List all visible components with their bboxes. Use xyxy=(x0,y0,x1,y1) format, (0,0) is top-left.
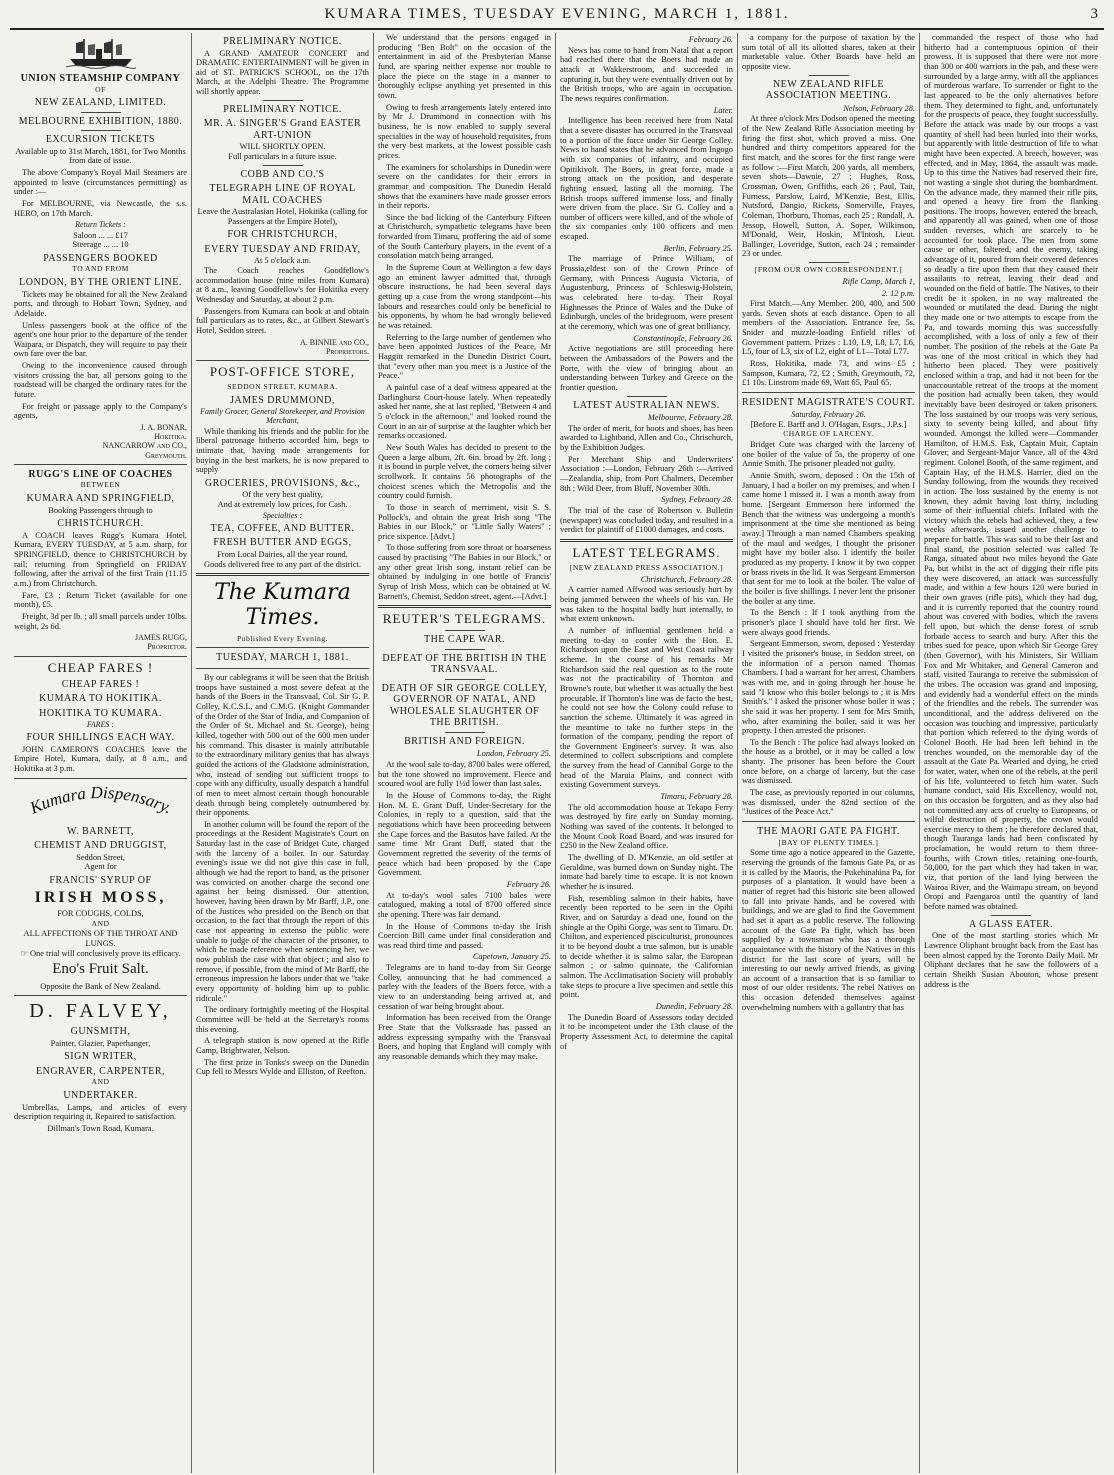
steerage-fare: Steerage ... ... 10 xyxy=(72,240,129,250)
own-correspondent: [FROM OUR OWN CORRESPONDENT.] xyxy=(754,265,903,275)
dillmans-road: Dillman's Town Road, Kumara. xyxy=(47,1123,154,1133)
rugg-proprietor: Proprietor. xyxy=(147,642,187,652)
divider xyxy=(809,75,849,76)
sign-writer: SIGN WRITER, xyxy=(64,1051,137,1063)
rifle-meeting: At three o'clock Mrs Dodson opened the meeting of the New Zealand Rifle Association meeting by firing the first shot, which proved a miss. One hundred and thirty competitors appeared for the first match, and the scores for the first range were as follow :—First Match, 200 yards, all members, seven shots—Dawnie, 27 ; Hughes, Ross, Crossman, Owen, Griffiths, each 26 ; Paul, Tait, Furness, Parslow, Laird, M'Kenzie, Best, Ellis, Nutsford, Dangio, Rickets, Somerville, Frayes, Coleman, Thorburn, Thomas, each 25 ; Randall, A. Jessop, Howell, Sutton, A. Soper, Wilkinson, M'Donald, Weir, Hoskin, M'Intosh, Lieut. Ballinger, Loveridge, Sutton, each 24 ; remainder 23 or under. xyxy=(742,114,915,259)
opposite-bank: Opposite the Bank of New Zealand. xyxy=(40,981,161,991)
wool-sale: At the wool sale to-day, 8700 bales were offered, but the tone showed no improvement. Fleece and scoured wool are fully 1½d lower than last sales. xyxy=(378,760,551,789)
divider xyxy=(263,165,303,166)
charge-larceny: CHARGE OF LARCENY. xyxy=(783,429,874,439)
rifle-association: NEW ZEALAND RIFLE ASSOCIATION MEETING. xyxy=(765,78,892,102)
negotiations: Active negotiations are still proceeding here between the Ambassadors of the Powers and the Porte, with the view of bringing about an understanding between Turkey and Greece on the frontier question. xyxy=(560,344,733,392)
gunsmith: GUNSMITH, xyxy=(70,1026,131,1038)
editorial-4: A telegraph station is now opened at the Rifle Camp, Brightwater, Nelson. xyxy=(196,1036,369,1055)
prince-william-marriage: The marriage of Prince William, of Prussia,eldest son of the Crown Prince of Germany, with Princess Augusta Victoria, of Augustenburg, Princess of Schleswig-Holstein, was celebrated here to-day. Their Royal Highnesses the Prince of Wales and the Duke of Edinburgh, uncles of the bridegroom, were present at the ceremony, which was one of great brilliancy. xyxy=(560,254,733,332)
nz-press-association: [NEW ZEALAND PRESS ASSOCIATION.] xyxy=(569,562,724,572)
saturday-date: Saturday, February 26. xyxy=(791,409,866,419)
nelson-date: Nelson, February 28. xyxy=(843,103,915,113)
unless-text: Unless passengers book at the office of the agent's one hour prior to the departure of the tender Waipara, or Dispatch, they will require to pay their own fare over the bar. xyxy=(14,320,187,359)
emmerson-deposition: Sergeant Emmerson, sworn, deposed : Yesterday I visited the prisoner's house, in Seddon street, on the information of a person named Thomas Chambers. I had a warrant for her arrest, Chambers was with me, and in going through her house he said "I know who this boiler belongs to ; it is Mrs Smith's." I asked the prisoner whose boiler it was ; she said it was her property. I sent for Mrs Smith, who, after examining the boiler, said it was her property. I then arrested the prisoner. xyxy=(742,639,915,736)
coach-connection: The Coach reaches Goodfellow's accommodation house (nine miles from Kumara) at 8 a.m., leaving Goodfellow's for Hokitika every Wednesday and Saturday, at about 2 p.m. xyxy=(196,266,369,305)
column-3 xyxy=(374,33,556,1473)
divider xyxy=(991,915,1031,916)
at-five: At 5 o'clock a.m. xyxy=(253,256,312,266)
before-justices: [Before E. Barff and J. O'Hagan, Esqrs., J.P.s.] xyxy=(750,419,907,429)
cheap-fares-1: CHEAP FARES ! xyxy=(47,659,154,675)
while-thanking: While thanking his friends and the public for the liberal patronage hitherto accorded him, begs to intimate that, having made arrangements for buying in the best markets, he is now prepared to supply xyxy=(196,426,369,475)
fares-label: FARES : xyxy=(86,720,115,730)
nancarrow-signature: NANCARROW and CO., xyxy=(102,441,187,451)
reuters-telegrams: REUTER'S TELEGRAMS. xyxy=(382,611,547,627)
specialties: Specialties : xyxy=(262,510,303,520)
divider xyxy=(196,647,369,648)
available-text: Available up to 31st March, 1881, for Two Months from date of issue. xyxy=(15,146,186,166)
divider xyxy=(81,130,121,131)
union-nz: NEW ZEALAND, LIMITED. xyxy=(34,97,167,109)
divider xyxy=(196,668,369,669)
svg-text:Kumara Dispensary. xyxy=(26,783,175,818)
pollock-advt: To those in search of merriment, visit S. S. Pollock's, and obtain the great Irish song "The Babies in our Block," or "Little Sally Waters" ; price sixpence. [Advt.] xyxy=(378,502,551,541)
drummond: JAMES DRUMMOND, xyxy=(230,394,335,406)
falvey: D. FALVEY, xyxy=(29,1000,172,1023)
union-title: UNION STEAMSHIP COMPANY xyxy=(20,73,181,84)
feb26-date: February 26. xyxy=(506,879,551,889)
carrier-hurt: A carrier named Affwood was seriously hurt by being jammed between the wheels of his van. He was taken to the hospital badly hurt internally, to what extent unknown. xyxy=(560,585,733,624)
bay-of-plenty: [BAY OF PLENTY TIMES.] xyxy=(778,837,879,847)
constantinople-date: Constantinople, February 26. xyxy=(633,333,733,343)
divider xyxy=(14,656,187,657)
seddon-street-kumara: SEDDON STREET, KUMARA. xyxy=(227,381,338,391)
melbourne-exhibition: MELBOURNE EXHIBITION, 1880. xyxy=(18,115,183,127)
assessors: The Dunedin Board of Assessors today decided it to be incompetent under the 13th clause of the Property Assessment Act, to determine the capital of xyxy=(560,1012,733,1051)
divider xyxy=(445,649,485,650)
irish-moss: IRISH MOSS, xyxy=(34,888,167,906)
owing-text: Owing to the inconvenience caused through visitors crossing the bar, all persons going to the roadstead will be charged the ordinary rates for the future. xyxy=(14,361,187,400)
divider xyxy=(14,778,187,779)
divider xyxy=(809,262,849,263)
telegraph-line: TELEGRAPH LINE OF ROYAL MAIL COACHES xyxy=(209,183,356,206)
extremely-low: And at extremely low prices, for Cash. xyxy=(217,500,348,509)
first-match: First Match.—Any Member. 200, 400, and 500 yards. Seven shots at each distance. Open to all members of the Association. Entrance fee, 5s. Snider and muzzle-loading Enfield rifles of Government pattern. Prizes : L10, L9, L8, L7, L6, L5, four of L3, six of L2, eight of L1—Total L77. xyxy=(742,299,915,357)
editorial-5: The first prize in Tonks's sweep on the Dunedin Cup fell to Messrs Wylde and Elliston, of Reefton. xyxy=(196,1057,369,1077)
one-trial-text: One trial will conclusively prove its efficacy. xyxy=(29,948,181,958)
francis-syrup: FRANCIS' SYRUP OF xyxy=(49,875,152,887)
one-trial xyxy=(14,949,187,959)
family-grocer: Family Grocer, General Storekeeper, and Provision Merchant, xyxy=(200,407,365,426)
chemist: CHEMIST AND DRUGGIST, xyxy=(34,840,167,852)
christchurch-date: Christchurch, February 28. xyxy=(640,574,733,584)
grand-concert: A GRAND AMATEUR CONCERT and DRAMATIC ENTERTAINMENT will be given in aid of ST. PATRICK'S SCHOOL, on the 17th March, at the Adelphi Theatre. The Programme will shortly appear. xyxy=(196,48,369,97)
for-christchurch: FOR CHRISTCHURCH, xyxy=(227,229,338,241)
page-number: 3 xyxy=(1090,6,1098,22)
robertson-bulletin: The trial of the case of Robertson v. Bulletin (newspaper) was concluded today, and resulted in a verdict for plaintiff of £1000 damages, and costs. xyxy=(560,506,733,535)
booking-text: Booking Passengers through to xyxy=(48,505,153,515)
union-of: OF xyxy=(95,84,106,94)
examiners: The examiners for scholarships in Dunedin were severe on the candidates for their errors in grammar and composition. The Dunedin Herald shows that the examiners have made grosser errors in their reports. xyxy=(378,162,551,211)
newspaper-flag: The Kumara Times. xyxy=(214,580,351,631)
editorial-3: The ordinary fortnightly meeting of the Hospital Committee will be held at the Secretary's rooms this evening. xyxy=(196,1005,369,1034)
glass-eater-text: One of the most startling stories which Mr Lawrence Oliphant brought back from the East has been almost capped by the Toronto Daily Mail. Mr Oliphant declares that he saw the followers of a certain Sheikh Susian Abouton, whose present address is the xyxy=(924,931,1098,989)
boots-shoes: The order of merit, for boots and shoes, has been awarded to Lightband, Allen and Co., Chrischurch, by the Exhibition Judges. xyxy=(560,423,733,453)
disaster-report: Intelligence has been received here from Natal that a severe disaster has occurred in the Transvaal to a portion of the force under Sir George Colley. News to hand states that he advanced from Ingogo with six companies of infantry, and occupied Opitikivolt. The Boers, in great force, made a strong attack on the position, and desperate fighting ensued, lasting all the morning. The British troops suffered immense loss, and finally were driven from the place. Sir G. Colley and a number of officers were killed, and of the whole of the six companies only 100 officers and men escaped. xyxy=(560,116,733,242)
glass-eater: A GLASS EATER. xyxy=(969,918,1053,930)
column-2 xyxy=(192,33,374,1473)
colley-parley: Telegrams are to hand to-day from Sir George Colley, announcing that he had commenced a parley with the leaders of the Boers force, with a view to an understanding being arrived at, and cessation of war being brought about. xyxy=(378,963,551,1011)
ruggs-coaches-title: RUGG'S LINE OF COACHES xyxy=(28,468,173,480)
divider xyxy=(445,679,485,680)
cameron-text: JOHN CAMERON'S COACHES leave the Empire Hotel, Kumara, daily, at 8 a.m., and Hokitika at 3 p.m. xyxy=(14,744,187,774)
eno-fruit-salt: Eno's Fruit Salt. xyxy=(52,961,149,978)
divider xyxy=(378,605,551,608)
canterbury-fifteen: Since the bad licking of the Canterbury Fifteen at Christchurch, sympathetic telegrams have been forwarded from Timaru, proffering the aid of some of the South Canterbury players, in the event of a consolation match being arranged. xyxy=(378,212,551,261)
smith-deposition: Annie Smith, sworn, deposed : On the 15th of January, I had a boiler on my premises, and when I came home I missed it. I was a month away from home. [Sergeant Emmerson here informed the Bench that the witness was undergoing a month's imprisonment at the time she mentioned as being away.] Through a man named Chambers speaking of the maul and wedges, I thought the prisoner might have my boiler also. I identify the boiler produced as my property. I know it by two copper or brass rivets in the lid. It was Sergeant Emmerson that sent for me to look at the boiler. The value of the boiler is five shillings. I never lent the prisoner the boiler at any time. xyxy=(742,471,915,606)
fresh-butter: FRESH BUTTER AND EGGS, xyxy=(213,537,352,549)
fare-text: Fare, £3 ; Return Ticket (available for one month), £5. xyxy=(14,590,187,610)
issue-date: TUESDAY, MARCH 1, 1881. xyxy=(216,652,349,664)
ben-bolt: We understand that the persons engaged in producing "Ben Bolt" on the occasion of the entertainment in aid of the Presbyterian Manse fund, are sparing neither expense nor trouble to place the piece on the stage in a manner to thoroughly eclipse anything yet presented in this town. xyxy=(378,33,551,100)
justices: Referring to the large number of gentlemen who have been appointed Justices of the Peace, Mr Haggitt remarked in the Dunedin District Court, that "every other man you meet is a Justice of the Peace." xyxy=(378,332,551,381)
kumara-springfield: KUMARA AND SPRINGFIELD, xyxy=(26,493,175,505)
london-orient: LONDON, BY THE ORIENT LINE. xyxy=(19,277,182,289)
rm-court: RESIDENT MAGISTRATE'S COURT. xyxy=(742,397,915,409)
columns xyxy=(10,33,1104,1473)
company-taxation: a company for the purpose of taxation by the sum total of all its allotted shares, taken at their marketable value. Other Boards have held an opposite view. xyxy=(742,33,915,71)
railway-meeting: A number of influential gentlemen held a meeting to-day to confer with the Hon. E. Richardson upon the East and West Coast railway scheme. In the course of his remarks Mr Richardson said the real question as to the route was not the practicability of Thornton and Browne's route, but whether it was actually the best procurable. If Thornton's line was de facto the best, he could not see how the Colony could refuse to sanction the scheme. Ultimately it was agreed in the meantime to take no further steps in the formation of the company, pending the report of the Government Engineer's survey. It was also determined to collect subscriptions and complete the survey from the head of Cannibal Gorge to the head of the Maruia Plains, and connect with existing Government surveys. xyxy=(560,625,733,790)
engraver: ENGRAVER, CARPENTER, xyxy=(36,1065,165,1077)
cobb-and-co: COBB AND CO.'S xyxy=(240,168,325,180)
cheap-fares-2: CHEAP FARES ! xyxy=(61,678,140,690)
album: New South Wales has decided to present to the Queen a large album, 2ft. 6in. broad by 2ft. long ; it is bound in purple velvet, the corners being silver scrollwork. It contains 56 photographs of the choicest scenes which the Metropolis and the country could furnish. xyxy=(378,442,551,501)
gate-pa-continued: commanded the respect of those who had hitherto had a contemptuous opinion of their prowess. It is supposed that there were not more than 300 or 400 warriors in the pah, and these were surrounded by a large army, with all the appliances of murderous warfare. To surrender or fight to the last appeared to be the only alternatives before them. They determined to fight, and, unfortunately for the prospects of peace, they fought successfully. Before the attack was made by our troops a vast quantity of shell had been hurled into their works, but apparently with little destruction of life to what might have been expected. A breech, however, was effected, and in May, 1864, the assault was made. Up to this time the Natives had reserved their fire, not wasting a single shot during the bombardment. On the advance made, they manned their rifle pits, and opened a heavy fire from the flanking positions. The troops, however, entered the breach, and apparently all was gained, when one of those sudden reverses, which are scarcely to be accounted for took place. The men from some cause or other, faltered, and the enemy, taking advantage of it, poured from their covered defences so deadly a fire upon them that they caused their assailants to retreat, leaving their dead and wounded on the field of battle. The Natives, to their credit be it spoken, in no way maltreated the wounded or mutilated the dead. During the night they made one or two attempts to escape from the Pa, and towards morning this was successfully accomplished, with a loss of only a few of their number. The position of the rebels at the Gate Pa was one of the most critical in which they had hitherto been placed. They were positively enclosed within a trap, and had it not been for the unaccountable retreat of the troops at the moment the position had actually been taken, they would inevitably have been destroyed or taken prisoners. The loss sustained by our troops was very serious, sixty to seventy being killed, and about fifty wounded. Amongst the killed were—Commander Hamilton, of H.M.S. Esk, Captain Muir, Captain Glover, and Sergeant-Major Vance, all of the 43rd regiment. Colonel Booth, of the same regiment, and Captain Hay, of the H.M.S. Harrier, died on the Sunday following, from the wounds they received in action. The loss sustained by the enemy is not known, they admit having lost thirty, including some of their influential chiefs. Inflated with the victory which the rebels had achieved, they, a few weeks afterwards, issued another challenge to prepare for battle. This was said to be their last and final stand, the position selected was called Te Ranga, situated about two miles beyond the Gate Pa, but whilst in the act of digging their rifle pits they were discovered, an attack was successfully made, and within a few hours 120 were buried in their own graves (rifle pits), which they had dug, and it is currently reported that the country round about was covered with bodies, which the ravens fell upon, but which the dense forest of scrub forbade access to search and bury. After this the tribes sued for peace, upon which Sir George Grey (then Governor), with his Ministers, Sir William Fox and Mr Whitaker, and General Cameron and staff, visited Tauranga to receive the submission of the tribes. The occasion was grand and imposing, and evidently had a wonderful effect on the minds of the friendlies and the rebels. The surrender was unconditional, and the address delivered on the occasion was touching and impressive, particularly that portion which referred to the dying words of Colonel Booth. He had been left behind in the trenches wounded, on the memorable day of the assault at the Gate Pa. Wearied and dying, he cried for water, water, when one of the rebels, at the peril of his life, volunteered to fetch him water. Such humane conduct, said His Excellency, would not, on this occasion be forgotten, and as they also had not committed any acts of cruelty to Europeans, or wilful destruction of property, the crown would exercise mercy to them ; he therefore declared that, though Tauranga lands had been confiscated by proclamation, he would return to them three-fourths, with Crown titles, retaining one-fourth, 50,000, for the part which they had taken in war, viz, that portion of the land lying between the Wairoa River, and the Waimapu stream, on beyond Oropi and Paengaroa until the quantity of land before named was obtained. xyxy=(924,33,1098,912)
column-5 xyxy=(738,33,920,1473)
published-every: Published Every Evening. xyxy=(236,633,329,643)
supreme-court: In the Supreme Court at Wellington a few days ago an eminent lawyer admitted that, through obscure instructions, he had been several days getting up a case from the wrong standpoint—his labours and researches could only be beneficial to his opponents, by whom he had wrongly believed he was retained. xyxy=(378,263,551,331)
hero-text: For MELBOURNE, via Newcastle, the s.s. HERO, on 17th March. xyxy=(14,199,187,218)
feb26-date-2: February 26. xyxy=(688,35,733,44)
agent-for: Agent for xyxy=(84,862,117,872)
prelim-notice-2: PRELIMINARY NOTICE. xyxy=(223,103,342,115)
capetown-date: Capetown, January 25. xyxy=(472,952,551,962)
dispensary-text: Kumara Dispensary. xyxy=(26,782,175,818)
dunedin-date: Dunedin, February 28. xyxy=(655,1001,733,1011)
kumara-to-hokitika: KUMARA TO HOKITIKA. xyxy=(39,693,162,705)
saloon-fare: Saloon ... ... £17 xyxy=(73,230,128,240)
leave-text: Leave the Australasian Hotel, Hokitika (calling for Passengers at the Empire Hotel), xyxy=(197,207,368,226)
and2: AND xyxy=(91,1077,110,1087)
column-4 xyxy=(556,33,738,1473)
salmon: Fish, resembling salmon in their habits, have recently been reported to be seen in the Opihi River, and on Saturday a dead one, found on the shingle at the Opihi Gorge, was sent to Timaru. Dr. Chilton, and experienced pisciculturist, pronounces it to be beyond doubt a true salmon, but is unable to decide whether it is salmo salar, the European salmon ; or salmo quinnate, the Californian salmon. The Acclimatisation Society will probably take steps to procure a live specimen and settle this point. xyxy=(560,893,733,1000)
divider xyxy=(14,995,187,996)
cute-charge: Bridget Cute was charged with the larceny of one boiler of the value of 5s, the property of one Annie Smith. The prisoner pleaded not guilty. xyxy=(742,440,915,469)
melbourne-date: Melbourne, February 28. xyxy=(647,413,733,423)
case-dismissed: The case, as previously reported in our columns, was dismissed, under the 82nd section of the "Justices of the Peace Act." xyxy=(742,788,915,817)
dispensary-arched-title xyxy=(15,783,187,823)
gate-pa-article: Some time ago a notice appeared in the Gazette, reserving the grounds of the famous Gate Pa, or as it is called by the Maoris, the Pukehinahina Pa, for purposes of a plantation. It would have been a matter of regret had this historic site been allowed to fall into private hands, and be covered with buildings, and we are glad to find the Government had set it apart as a public reserve. The following account of the Gate Pa fight, which has been supplied by a townsman who has a thorough acquaintance with the history of the Natives in this district for the last score of years, will be interesting to our newly arrived friends, as giving an account of a transaction that is so familiar to most of our older residents. The rebel Natives on this occasion defended themselves against overwhelming numbers with a gallantry that has xyxy=(742,848,915,1012)
greymouth-place: Greymouth. xyxy=(145,450,187,460)
binnie-signature: A. BINNIE and CO., xyxy=(300,337,369,347)
throat-lungs: ALL AFFECTIONS OF THE THROAT AND LUNGS. xyxy=(23,929,178,948)
orange-free-state: Information has been received from the Orange Free State that the Volksraade has passed an address expressing sympathy with the Transvaal Boers, and hoping that England will comply with any reasonable demands which they may make. xyxy=(378,1013,551,1062)
divider xyxy=(445,630,485,631)
bonar-signature: J. A. BONAR, xyxy=(140,423,187,433)
masthead-title: KUMARA TIMES, TUESDAY EVENING, MARCH 1, 1881. xyxy=(324,6,790,22)
divider xyxy=(445,732,485,733)
divider xyxy=(196,573,369,576)
painter: Painter, Glazier, Paperhanger, xyxy=(50,1038,151,1048)
divider xyxy=(560,539,733,542)
rifle-camp-date: Rifle Camp, March 1, xyxy=(842,276,915,286)
steamship-icon xyxy=(66,35,136,69)
christchurch: CHRISTCHURCH. xyxy=(57,518,144,530)
london-date: London, February 25. xyxy=(477,749,551,759)
tickets-text: Tickets may be obtained for all the New Zealand ports, and through to Hobart Town, Sydney, and Adelaide. xyxy=(14,289,187,318)
death-headline: DEATH OF SIR GEORGE COLLEY, GOVERNOR OF NATAL, AND WHOLESALE SLAUGHTER OF THE BRITISH. xyxy=(381,682,548,729)
maori-gate-pa: THE MAORI GATE PA FIGHT. xyxy=(757,826,900,838)
latest-australian-news: LATEST AUSTRALIAN NEWS. xyxy=(573,399,720,411)
quality: Of the very best quality, xyxy=(242,490,323,500)
pointing-hand-icon: ☞ xyxy=(20,948,30,958)
tea-coffee: TEA, COFFEE, AND BUTTER. xyxy=(210,522,355,534)
local-dairies: From Local Dairies, all the year round. xyxy=(217,549,348,559)
hokitika-place: Hokitika. xyxy=(154,432,187,442)
berlin-date: Berlin, February 25. xyxy=(663,243,733,253)
commons-basutos: In the House of Commons to-day, the Right Hon. M. E. Grant Duff, Under-Secretary for the Colonies, in reply to a question, said that the negotiations which have been proceeding between the Cape forces and the Basutos have failed. At the same time Mr Grant Duff, stated that the Government regretted the severity of the terms of peace which had been proposed by the Cape Government. xyxy=(378,790,551,878)
column-6 xyxy=(920,33,1102,1473)
royal-mail-text: The above Company's Royal Mail Steamers are appointed to leave (circumstances permitting) as under :— xyxy=(14,168,187,197)
rifle-camp-time: 2. 12 p.m. xyxy=(881,288,915,298)
coercion-bill: In the House of Commons to-day the Irish Coercion Bill came under final consideration and was read third time and passed. xyxy=(378,921,551,950)
full-particulars: Full particulars in a future issue. xyxy=(228,151,337,161)
divider xyxy=(742,392,915,393)
underwriters: Per Merchant Ship and Underwriters' Association :—London, February 26th :—Arrived—Zealandia, ship, from Port Chalmers, December 8th ; Wild Deer, from Bluff, November 30th. xyxy=(560,454,733,493)
post-office-store: POST-OFFICE STORE, xyxy=(209,364,356,380)
editorial-1: By our cablegrams it will be seen that the British troops have sustained a most severe defeat at the hands of the Boers in the Transvaal, Col. Sir G. P. Colley, K.C.S.I., and C.M.G. (Knight Commander of the Order of the Star of India, and Companion of the Order of St. Michael and St. George), being killed, together with 500 out of the 600 men under his command. This disaster is mainly attributable to the extraordinary military genius that has always guided the actions of the Gladstone administration, who, instead of sending out sufficient troops to cope with any difficulty, usually despatch a handful of men to meet almost certain though honourable death through being completely outnumbered by their opponents. xyxy=(196,672,369,818)
wool-sales-2: At to-day's wool sales 7100 bales were catalogued, making a total of 8700 offered since the opening. There was fair demand. xyxy=(378,890,551,919)
deaf-witness: A painful case of a deaf witness appeared at the Darlinghurst Court-house lately. When repeatedly asked her name, she at last replied, "Between 4 and 5 o'clock in the afternoon," and looked round the Court in an air of surprise at the laughter which her remarks occasioned. xyxy=(378,382,551,441)
divider xyxy=(81,112,121,113)
every-tuesday: EVERY TUESDAY AND FRIDAY, xyxy=(204,243,361,255)
between: BETWEEN xyxy=(80,480,121,490)
coughs-colds: FOR COUGHS, COLDS, xyxy=(57,908,144,918)
sydney-date: Sydney, February 28. xyxy=(661,495,733,505)
divider xyxy=(742,821,915,822)
divider xyxy=(627,396,667,397)
binnie-proprietors: Proprietors. xyxy=(325,346,369,356)
divider xyxy=(14,464,187,465)
coach-text: A COACH leaves Rugg's Kumara Hotel, Kumara, EVERY TUESDAY, at 5 a.m. sharp, for SPRINGFIELD, thence to CHRISTCHURCH by rail; returning from Springfield on FRIDAY following, after the arrival of the first Train (11.15 a.m.) from Christchurch. xyxy=(14,530,187,588)
prelim-notice-1: PRELIMINARY NOTICE. xyxy=(223,36,342,47)
defeat-headline: DEFEAT OF THE BRITISH IN THE TRANSVAAL. xyxy=(382,652,547,676)
column-1 xyxy=(10,33,192,1473)
divider xyxy=(196,360,369,361)
divider xyxy=(263,100,303,101)
and: AND xyxy=(91,918,110,928)
drummond-arrangements: Owing to fresh arrangements lately entered into by Mr J. Drummond in connection with his business, he is now enabled to supply several specialties in the way of household requisites, from the very best markets, at the lowest possible cash prices. xyxy=(378,102,551,160)
four-shillings: FOUR SHILLINGS EACH WAY. xyxy=(26,732,175,744)
to-bench-1: To the Bench : If I took anything from the prisoner's place I should have told her first. We were always good friends. xyxy=(742,608,915,637)
cape-war: THE CAPE WAR. xyxy=(423,634,506,646)
barnett: W. BARNETT, xyxy=(67,825,134,837)
hokitika-to-kumara: HOKITIKA TO KUMARA. xyxy=(39,707,162,719)
undertaker: UNDERTAKER. xyxy=(63,1090,138,1102)
british-foreign: BRITISH AND FOREIGN. xyxy=(404,735,525,747)
rugg-signature: JAMES RUGG, xyxy=(134,633,187,643)
to-from: TO AND FROM xyxy=(72,264,129,274)
return-tickets: Return Tickets : xyxy=(75,220,126,230)
seddon-street: Seddon Street, xyxy=(76,852,125,862)
goods-delivered: Goods delivered free to any part of the district. xyxy=(204,559,361,569)
to-bench-2: To the Bench : The police had always looked on the house as a brothel, or it may be called a low shanty. The prisoner has been before the Court once before, on a charge of larceny, but the case was dismissed. xyxy=(742,737,915,786)
freight-text: For freight or passage apply to the Company's agents, xyxy=(14,401,187,421)
umbrellas-text: Umbrellas, Lamps, and articles of every description requiring it, Repaired to satisfaction. xyxy=(14,1102,187,1122)
groceries: GROCERIES, PROVISIONS, &c., xyxy=(204,477,361,489)
shortly-open: WILL SHORTLY OPEN. xyxy=(239,142,326,152)
passengers-book: Passengers from Kumara can book at and obtain full particulars as to rates, &c., at Gilbert Stewart's Hotel, Seddon street. xyxy=(196,306,369,335)
masthead xyxy=(10,0,1104,30)
latest-telegrams: LATEST TELEGRAMS. xyxy=(572,545,721,560)
singer-art-union: MR. A. SINGER'S Grand EASTER ART-UNION xyxy=(203,118,362,141)
tekapo-fire: The old accommodation house at Tekapo Ferry was destroyed by fire early on Sunday morning. Nothing was saved of the contents. It belonged to the Mount Cook Road Board, and was insured for £250 in the New Zealand office. xyxy=(560,802,733,851)
excursion-tickets: EXCURSION TICKETS xyxy=(45,134,156,146)
timaru-date: Timaru, February 28. xyxy=(660,792,733,802)
geraldine-fire: The dwelling of D. M'Kenzie, an old settler at Geraldine, was burned down on Sunday night. The inmate had barely time to escape. It is not known whether he is insured. xyxy=(560,853,733,891)
later: Later. xyxy=(713,105,733,115)
freight2-text: Freight, 3d per lb. ; all small parcels under 10lbs. weight, 2s 6d. xyxy=(14,611,187,631)
editorial-2: In another column will be found the report of the proceedings at the Resident Magistrate's Court on Saturday last in the case of Bridget Cute, charged with the larceny of a boiler. In our Saturday evening's issue we did not give this case in full, although we had the report to hand, as the prisoner was convicted on another charge the second one against her being dismissed. Our attention, however, having been drawn by Mr Barff, J.P., one of the Justices who presided on the Bench on that occasion, to the fact that through the report of this case not appearing in extenso the public were unable to judge of the character of the prisoner, to which he made reference when sentencing her, we now publish the case with that object ; and also to remove, if possible, from the mind of Mr Barff, the erroneous impression he labors under that we "take every opportunity of holding him up to public ridicule." xyxy=(196,819,369,1003)
sore-throat-advt: To those suffering from sore throat or hoarseness caused by practising "The Babies in our Block," or any other great Irish song, instant relief can be obtained by indulging in one bottle of Francis' Syrup of Irish Moss, which can be obtained at W. Barnett's, Chemist, Seddon street, agent.—[Advt.] xyxy=(378,543,551,601)
passengers-booked: PASSENGERS BOOKED xyxy=(43,252,158,264)
match-results: Ross, Hokitika, made 73, and wins £5 ; Sampson, Kumara, 72, £2 ; Smith, Greymouth, 72, £1 10s. Linstrom made 69, Watt 65, Paul 65. xyxy=(742,359,915,388)
natal-news: News has come to hand from Natal that a report had reached there that the Boers had made an attack at Wakkerstroom, and succeeded in capturing it, but they were eventually driven out by the British troops, who are again in occupation. The news requires confirmation. xyxy=(560,45,733,103)
